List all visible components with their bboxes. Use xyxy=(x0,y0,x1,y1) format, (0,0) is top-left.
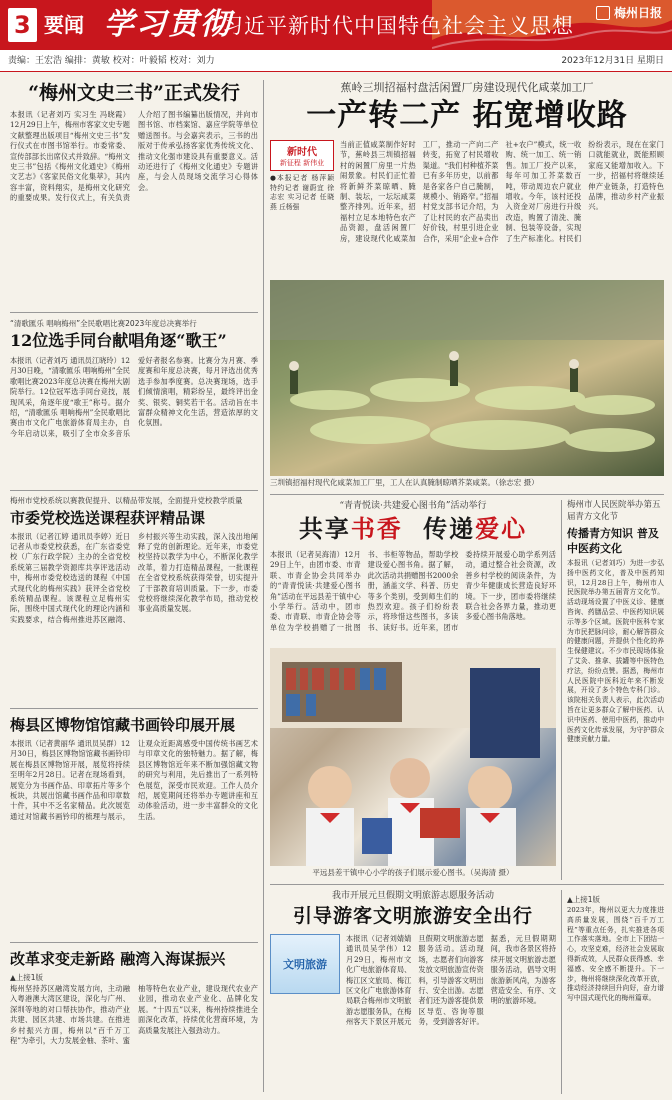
headline: 市委党校选送课程获评精品课 xyxy=(10,508,206,527)
classroom-scene-icon xyxy=(270,648,556,866)
newspaper-logo xyxy=(596,4,662,21)
article-hospital-culture xyxy=(567,500,664,890)
column-rule xyxy=(561,500,562,880)
headline: 引导游客文明旅游安全出行 xyxy=(292,905,533,927)
divider xyxy=(10,490,258,491)
headline-part: 共享 xyxy=(298,514,351,543)
photo-caption: 三圳镇招福村现代化咸菜加工厂里，工人在认真腌制晾晒芥菜咸菜。（徐志宏 摄） xyxy=(270,478,539,487)
article-body: 2023年，梅州以更大力度推进高质量发展，围绕“百千万工程”等重点任务，扎实推进各项工作落实落地。全市上下团结一心，攻坚克难，经济社会发展取得新成效，人民群众获得感、幸福感、安全感不断提升。下一步，梅州将继续深化改革开放，推动经济持续回升向好，奋力谱写中国式现代化的梅州篇章。 xyxy=(567,906,664,1003)
headline-part-highlight: 书香 xyxy=(350,514,403,543)
column-rule xyxy=(263,80,264,1092)
article-wenshi-sanshu xyxy=(10,80,258,308)
article-body: 本报讯（记者江婷 通讯员李婷）近日记者从市委党校获悉，在广东省委党校（广东行政学院）主办的全省党校系统第三届教学资源库共享评选活动中，梅州市委党校选送的课程《中国式现代化的梅州实践》获评全省党校系统精品课程。该课程立足梅州实际，围绕中国式现代化的理论内涵和实践要求，结合梅州推进苏区融湾、乡村振兴等生动实践，深入浅出地阐释了党的创新理论。近年来，市委党校坚持以教学为中心，不断深化教学改革，着力打造精品课程，一批课程在全省党校系统获得荣誉，切实提升了干部教育培训质量。下一步，市委党校将继续深化教学布局，推动党校事业高质量发展。 xyxy=(10,531,258,624)
byline: ●本报记者 杨萍颖 特约记者 谢蔚宜 徐志宏 实习记者 任晓燕 丘杨强 xyxy=(270,174,334,211)
headline-part: 传递 xyxy=(423,514,476,543)
article-body: 本报讯（记者刘巧）为进一步弘扬中医药文化，普及中医药知识，12月28日上午，梅州市人民医院举办第五届青方文化节。活动现场设置了中医义诊、健康咨询、药膳品尝、中医药知识展示等多个区域。医院中医科专家为市民把脉问诊，耐心解答群众的健康问题，并提供个性化的养生保健建议。不少市民现场体验了艾灸、推拿、拔罐等中医特色疗法，纷纷点赞。据悉，梅州市人民医院中医科近年来不断发展，开设了多个特色专科门诊。该院相关负责人表示，此次活动旨在让更多群众了解中医药、认识中医药、使用中医药，推动中医药文化传承发展，为守护群众健康贡献力量。 xyxy=(567,559,664,744)
divider xyxy=(10,312,258,313)
kicker: 蕉岭三圳招福村盘活闲置厂房建设现代化咸菜加工厂 xyxy=(340,81,594,94)
campaign-tag-title: 新时代 xyxy=(287,147,317,158)
logo-text: 梅州日报 xyxy=(613,6,662,20)
article-reform xyxy=(10,948,258,1094)
children-books-photo xyxy=(270,648,556,866)
kicker: “青青悦读·共建爱心图书角”活动举行 xyxy=(339,501,487,511)
article-body: 当前正值咸菜制作好时节，蕉岭县三圳镇招福村的闲置厂房里一片热闹景象。村民们正忙着将新鲜芥菜晾晒、腌制、装坛，一坛坛咸菜整齐排列。近年来，招福村立足本地特色农产品资源，盘活闲置厂房，建设现代化咸菜加工厂，推动一产向二产转变，拓宽了村民增收渠道。“我们村种植芥菜已有多年历史，以前都是各家各户自己腌制，规模小、销路窄。”招福村党支部书记介绍，为了让村民的农产品卖出好价钱，村里引进企业合作，采用“企业+合作社+农户”模式，统一收购、统一加工、统一销售。加工厂投产以来，每年可加工芥菜数百吨，带动周边农户就业增收。今年，该村还投入资金对厂房进行升级改造，购置了清洗、腌制、包装等设备，实现了生产标准化。村民们纷纷表示，现在在家门口就能就业，既能照顾家庭又能增加收入。下一步，招福村将继续延伸产业链条，打造特色品牌，推动乡村产业振兴。 xyxy=(340,140,664,243)
headline: “梅州文史三书”正式发行 xyxy=(28,82,240,104)
factory-scene-icon xyxy=(270,280,664,476)
subhead: ▲上接1版 xyxy=(567,895,601,904)
article-book-corner xyxy=(270,500,556,880)
column-rule xyxy=(561,890,562,1094)
article-body: 本报讯（记者刘巧 通讯员江晓玲）12月30日晚，“清歌匯乐 唱响梅州”全民歌唱比赛2023年度总决赛在梅州大剧院举行。12位冠军选手同台竞技，展现风采，角逐年度“歌王”称号。据介绍，“清歌匯乐 唱响梅州”全民歌唱比赛由市文化广电旅游体育局主办，自今年启动以来，吸引了全市众多音乐爱好者报名参赛。比赛分为月赛、季度赛和年度总决赛，每月评选出优秀选手参加季度赛。总决赛现场，选手们倾情演唱，精彩纷呈，最终评出金奖、银奖、铜奖若干名。活动旨在丰富群众精神文化生活，营造浓厚的文化氛围。 xyxy=(10,356,258,438)
headline: 12位选手同台献唱角逐“歌王” xyxy=(10,331,227,350)
tourism-logo-text: 文明旅游 xyxy=(283,958,327,971)
article-continued xyxy=(567,894,664,1094)
kicker: 梅州市人民医院举办第五届青方文化节 xyxy=(567,500,661,522)
headline: 一产转二产 拓宽增收路 xyxy=(306,98,628,133)
logo-seal-icon xyxy=(596,6,610,20)
article-civilized-tourism xyxy=(270,890,556,1094)
issue-date: 2023年12月31日 星期日 xyxy=(561,56,664,66)
article-body: 本报讯（记者刘婧婧 通讯员吴学伟）12月29日，梅州市文化广电旅游体育局、梅江区文旅局、梅江区文化广电旅游体育局联合梅州市文明旅游志愿服务队，在梅州客天下景区开展元旦假期文明旅游志愿服务活动。活动现场，志愿者们向游客发放文明旅游宣传资料，引导游客文明出行、安全出游。志愿者们还为游客提供景区导览、咨询等服务，受到游客好评。据悉，元旦假期期间，我市各景区将持续开展文明旅游志愿服务活动，倡导文明旅游新风尚，为游客营造安全、有序、文明的旅游环境。 xyxy=(346,934,556,1027)
headline: 改革求变走新路 融湾入海谋振兴 xyxy=(10,950,226,968)
pickle-factory-photo xyxy=(270,280,664,476)
kicker: 梅州市党校系统以赛教促提升、以精品带发展，全面提升党校教学质量 xyxy=(10,496,243,505)
article-pickle-factory xyxy=(270,80,664,490)
article-body: 本报讯（记者吴海清）12月29日上午，由团市委、市青联、市青企协会共同举办的“青青悦读·共建爱心图书角”活动在平远县差干镇中心小学举行。活动中，团市委、市青联、市青企协会等单位为学校捐赠了一批图书、书柜等物品，帮助学校建设爱心图书角。据了解，此次活动共捐赠图书2000余册，涵盖文学、科普、历史等多个类别，受到师生们的热烈欢迎。孩子们纷纷表示，将珍惜这些图书，多读书、读好书。近年来，团市委持续开展爱心助学系列活动，通过整合社会资源，改善乡村学校的阅读条件，为青少年健康成长营造良好环境。下一步，团市委将继续联合社会各界力量，推动更多爱心图书角落地。 xyxy=(270,550,556,632)
campaign-tag xyxy=(270,140,334,171)
headline-part-highlight: 爱心 xyxy=(475,514,528,543)
campaign-tag-subtitle: 新征程 新伟业 xyxy=(279,159,325,167)
headline: 梅县区博物馆馆藏书画铃印展开展 xyxy=(10,716,236,734)
article-body: 梅州坚持苏区融湾发展方向，主动融入粤港澳大湾区建设，深化与广州、深圳等地的对口帮扶协作，推动产业共建、园区共建、市场共建。在推进乡村振兴方面，梅州以“百千万工程”为牵引，大力发展金柚、茶叶、蜜柚等特色农业产业，建设现代农业产业园，推动农业产业化、品牌化发展。“十四五”以来，梅州持续推进全面深化改革，持续优化营商环境，为高质量发展注入强劲动力。 xyxy=(10,984,258,1046)
divider xyxy=(10,942,258,943)
page-number: 3 xyxy=(8,8,37,42)
divider xyxy=(270,884,664,885)
photo-caption: 平远县差干镇中心小学的孩子们展示爱心图书。（吴海清 摄） xyxy=(312,868,514,877)
kicker: “清歌匯乐 唱响梅州”全民歌唱比赛2023年度总决赛举行 xyxy=(10,319,197,328)
divider xyxy=(10,708,258,709)
article-body: 本报讯（记者黄丽华 通讯员吴群）12月30日，梅县区博物馆馆藏书画铃印展在梅县区博物馆开展，展览将持续至明年2月28日。记者在现场看到，展览分为书画作品、印章拓片等多个板块，共展出馆藏书画作品和印章数十件，其中不乏名家精品。此次展览通过对馆藏书画钤印的梳理与展示，让观众近距离感受中国传统书画艺术与印章文化的独特魅力。据了解，梅县区博物馆近年来不断加强馆藏文物的研究与利用，先后推出了一系列特色展览，深受市民欢迎。工作人员介绍，展览期间还将举办专题讲座和互动体验活动，进一步丰富群众的文化生活。 xyxy=(10,739,258,821)
tourism-logo xyxy=(270,934,340,994)
section-name: 要闻 xyxy=(44,13,84,37)
theme-subtitle: 习近平新时代中国特色社会主义思想 xyxy=(222,14,574,38)
editors-line: 责编：王宏浩 编排：黄敏 校对：叶毅韬 校对：刘力 xyxy=(8,56,215,66)
article-singing-contest xyxy=(10,318,258,486)
theme-title: 学习贯彻 xyxy=(104,7,232,42)
info-bar xyxy=(0,50,672,72)
headline: 传播青方知识 普及中医药文化 xyxy=(567,527,659,555)
kicker: 我市开展元旦假期文明旅游志愿服务活动 xyxy=(331,891,494,901)
article-party-school xyxy=(10,496,258,704)
article-museum-exhibit xyxy=(10,714,258,938)
divider xyxy=(270,494,664,495)
subhead: ▲上接1版 xyxy=(10,973,44,982)
article-body: 本报讯（记者刘巧 实习生 冯晓霞）12月29日上午，梅州市客家文史专题文献整理出版项目“梅州文史三书”发行仪式在市图书馆举行。市委常委、宣传部部长出席仪式并致辞。“梅州文史三书”包括《梅州文化通史》《梅州文艺志》《客家民俗文化集萃》，其内容丰富，资料翔实，是梅州文化研究的重要成果。发行仪式上，有关负责人介绍了图书编纂出版情况，并向市图书馆、市档案馆、嘉应学院等单位赠送图书。与会嘉宾表示，三书的出版对于传承弘扬客家优秀传统文化、推动文化强市建设具有重要意义。活动还进行了《梅州文化通史》专题讲座，与会人员现场交流学习心得体会。 xyxy=(10,110,258,203)
page-banner xyxy=(0,0,672,50)
headline xyxy=(270,512,556,546)
